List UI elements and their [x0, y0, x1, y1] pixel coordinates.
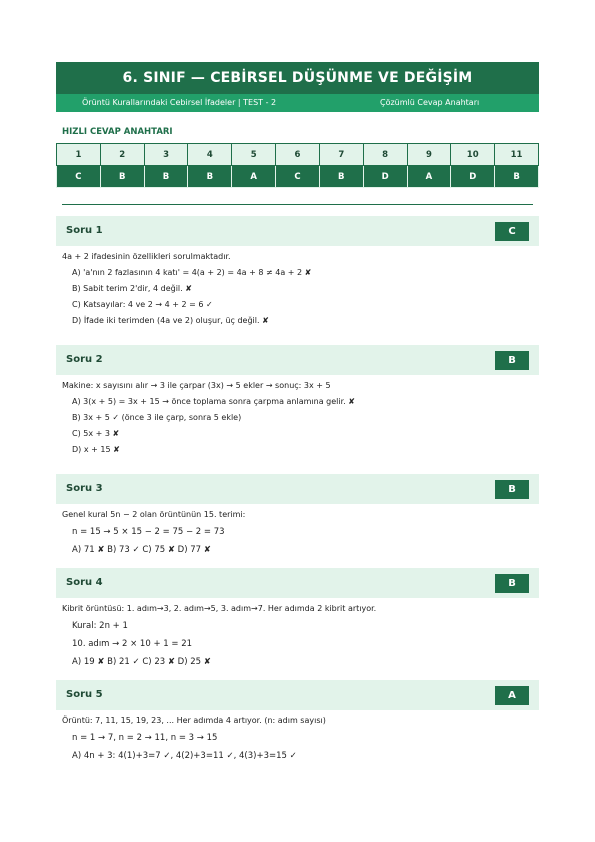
question-intro: 4a + 2 ifadesinin özellikleri sorulmaktadır.	[62, 252, 231, 261]
question-block-2	[56, 345, 539, 458]
solution-line: Kural: 2n + 1	[72, 621, 128, 631]
header-subtitle-right: Çözümlü Cevap Anahtarı	[380, 98, 480, 107]
answer-key-answer: A	[407, 166, 451, 188]
solution-line: B) 3x + 5 ✓ (önce 3 ile çarp, sonra 5 ekle)	[72, 413, 242, 422]
question-block-4	[56, 568, 539, 671]
solution-line: n = 1 → 7, n = 2 → 11, n = 3 → 15	[72, 733, 218, 743]
header-subtitle-left: Örüntü Kurallarındaki Cebirsel İfadeler | TEST - 2	[82, 98, 277, 107]
section-divider	[62, 204, 533, 205]
question-title: Soru 3	[66, 483, 103, 494]
solution-line: D) x + 15 ✘	[72, 445, 120, 454]
answer-key-number: 9	[407, 144, 451, 166]
answer-key-number: 7	[319, 144, 363, 166]
answer-key-answer: D	[451, 166, 495, 188]
answer-badge: A	[495, 686, 529, 705]
question-header	[56, 345, 539, 375]
answer-key-answer: C	[276, 166, 320, 188]
question-intro: Kibrit örüntüsü: 1. adım→3, 2. adım→5, 3. adım→7. Her adımda 2 kibrit artıyor.	[62, 604, 377, 613]
question-block-3	[56, 474, 539, 559]
answer-key-number: 2	[100, 144, 144, 166]
question-header	[56, 680, 539, 710]
question-title: Soru 2	[66, 354, 103, 365]
answer-key-number: 1	[57, 144, 101, 166]
question-title: Soru 5	[66, 689, 103, 700]
answer-key-number: 11	[495, 144, 539, 166]
answer-key-answer: B	[319, 166, 363, 188]
answer-key-answer: B	[188, 166, 232, 188]
header-subtitle-bar	[56, 94, 539, 112]
question-intro: Makine: x sayısını alır → 3 ile çarpar (3x) → 5 ekler → sonuç: 3x + 5	[62, 381, 331, 390]
answer-key-number: 6	[276, 144, 320, 166]
question-header	[56, 568, 539, 598]
solution-line: A) 19 ✘ B) 21 ✓ C) 23 ✘ D) 25 ✘	[72, 657, 211, 667]
answer-key-table	[56, 143, 539, 188]
question-header	[56, 216, 539, 246]
answer-key-number: 4	[188, 144, 232, 166]
answer-key-number: 8	[363, 144, 407, 166]
answer-key-answer: C	[57, 166, 101, 188]
answer-badge: C	[495, 222, 529, 241]
solution-line: D) İfade iki terimden (4a ve 2) oluşur, üç değil. ✘	[72, 316, 269, 325]
answer-key-answer: A	[232, 166, 276, 188]
solution-line: A) 71 ✘ B) 73 ✓ C) 75 ✘ D) 77 ✘	[72, 545, 211, 555]
answer-key-numbers-row	[57, 144, 539, 166]
answer-key-answer: B	[100, 166, 144, 188]
answer-badge: B	[495, 351, 529, 370]
answer-key-answer: B	[144, 166, 188, 188]
document-title: 6. SINIF — CEBİRSEL DÜŞÜNME VE DEĞİŞİM	[122, 70, 473, 86]
solution-line: A) 4n + 3: 4(1)+3=7 ✓, 4(2)+3=11 ✓, 4(3)+3=15 ✓	[72, 751, 297, 761]
solution-line: C) Katsayılar: 4 ve 2 → 4 + 2 = 6 ✓	[72, 300, 213, 309]
answer-badge: B	[495, 574, 529, 593]
solution-line: 10. adım → 2 × 10 + 1 = 21	[72, 639, 193, 649]
question-intro: Örüntü: 7, 11, 15, 19, 23, ... Her adımda 4 artıyor. (n: adım sayısı)	[62, 716, 326, 725]
question-block-1	[56, 216, 539, 329]
answer-key-number: 5	[232, 144, 276, 166]
answer-key-answer: B	[495, 166, 539, 188]
question-intro: Genel kural 5n − 2 olan örüntünün 15. terimi:	[62, 510, 246, 519]
answer-key-answer: D	[363, 166, 407, 188]
solution-line: n = 15 → 5 × 15 − 2 = 75 − 2 = 73	[72, 527, 225, 537]
question-title: Soru 4	[66, 577, 103, 588]
solution-line: A) 'a'nın 2 fazlasının 4 katı' = 4(a + 2) = 4a + 8 ≠ 4a + 2 ✘	[72, 268, 312, 277]
solution-line: A) 3(x + 5) = 3x + 15 → önce toplama sonra çarpma anlamına gelir. ✘	[72, 397, 355, 406]
question-title: Soru 1	[66, 225, 103, 236]
question-header	[56, 474, 539, 504]
solution-line: B) Sabit terim 2'dir, 4 değil. ✘	[72, 284, 192, 293]
answer-key-title: HIZLI CEVAP ANAHTARI	[62, 127, 173, 137]
question-block-5	[56, 680, 539, 765]
solution-line: C) 5x + 3 ✘	[72, 429, 120, 438]
answer-key-number: 10	[451, 144, 495, 166]
answer-key-answers-row	[57, 166, 539, 188]
answer-badge: B	[495, 480, 529, 499]
answer-key-number: 3	[144, 144, 188, 166]
document-header	[56, 62, 539, 112]
